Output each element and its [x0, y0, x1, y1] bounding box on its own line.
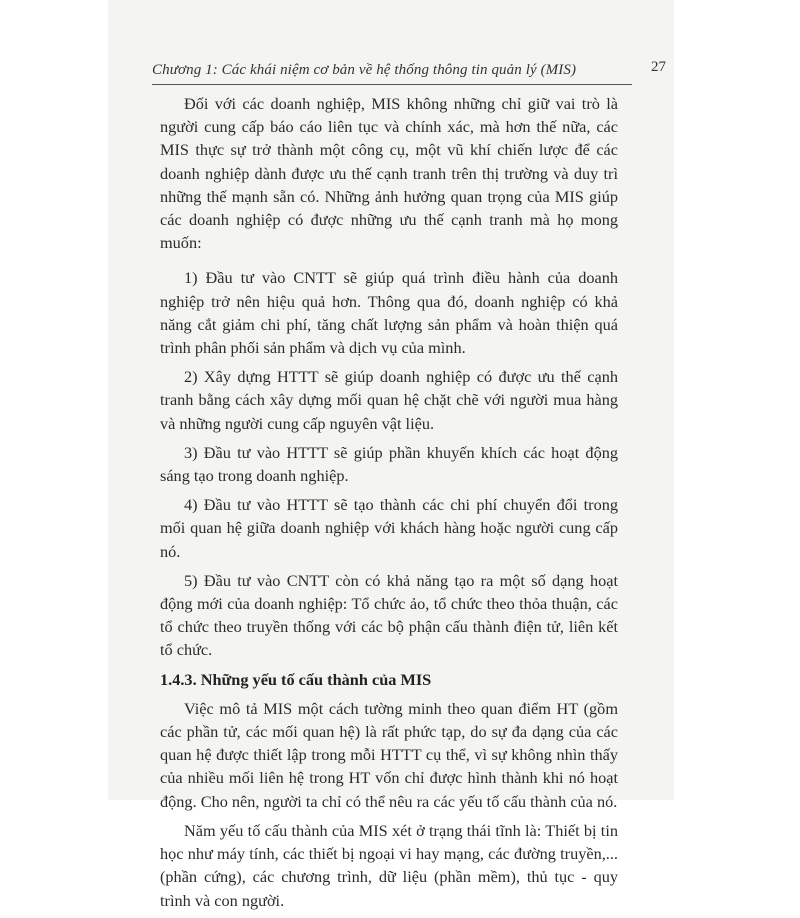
paragraph: Đối với các doanh nghiệp, MIS không những chỉ giữ vai trò là người cung cấp báo cáo liên tục và chính xác, mà hơn thế nữa, các MIS thực sự trở thành một công cụ, một vũ khí chiến lược để các doanh nghiệp dành được ưu thế cạnh tranh trên thị trường và duy trì những thế mạnh sẵn có. Những ảnh hưởng quan trọng của MIS giúp các doanh nghiệp có được những ưu thế cạnh tranh mà họ mong muốn:: [160, 94, 618, 253]
page-body: [160, 92, 618, 918]
list-item: 2) Xây dựng HTTT sẽ giúp doanh nghiệp có được ưu thế cạnh tranh bằng cách xây dựng mối quan hệ chặt chẽ với người mua hàng và những người cung cấp nguyên vật liệu.: [160, 367, 618, 433]
chapter-title: Chương 1: Các khái niệm cơ bản về hệ thống thông tin quản lý (MIS): [152, 62, 577, 78]
book-page: [108, 0, 674, 910]
paragraph: Việc mô tả MIS một cách tường minh theo quan điểm HT (gồm các phần tử, các mối quan hệ) là rất phức tạp, do sự đa dạng của các quan hệ được thiết lập trong mỗi HTTT cụ thể, vì sự không nhìn thấy của nhiều mối liên hệ trong HT vốn chỉ được hình thành khi nó hoạt động. Cho nên, người ta chỉ có thể nêu ra các yếu tố cấu thành của nó.: [160, 698, 618, 811]
list-item: 5) Đầu tư vào CNTT còn có khả năng tạo ra một số dạng hoạt động mới của doanh nghiệp: Tổ chức ảo, tổ chức theo thỏa thuận, các tổ chức theo truyền thống với các bộ phận cấu thành điện tử, liên kết tổ chức.: [160, 570, 618, 660]
list-item: 4) Đầu tư vào HTTT sẽ tạo thành các chi phí chuyển đổi trong mối quan hệ giữa doanh nghiệp với khách hàng hoặc người cung cấp nó.: [160, 495, 618, 561]
section-heading: 1.4.3. Những yếu tố cấu thành của MIS: [160, 669, 432, 689]
paragraph: Năm yếu tố cấu thành của MIS xét ở trạng thái tĩnh là: Thiết bị tin học như máy tính, các thiết bị ngoại vi hay mạng, các đường truyền,... (phần cứng), các chương trình, dữ liệu (phần mềm), thủ tục - quy trình và con người.: [160, 820, 618, 910]
list-item: 1) Đầu tư vào CNTT sẽ giúp quá trình điều hành của doanh nghiệp trở nên hiệu quả hơn. Thông qua đó, doanh nghiệp có khả năng cắt giảm chi phí, tăng chất lượng sản phẩm và hoàn thiện quá trình phân phối sản phẩm và dịch vụ của mình.: [160, 268, 618, 358]
page-number: 27: [651, 59, 666, 75]
running-header: [152, 59, 666, 85]
list-item: 3) Đầu tư vào HTTT sẽ giúp phần khuyến khích các hoạt động sáng tạo trong doanh nghiệp.: [160, 442, 618, 486]
